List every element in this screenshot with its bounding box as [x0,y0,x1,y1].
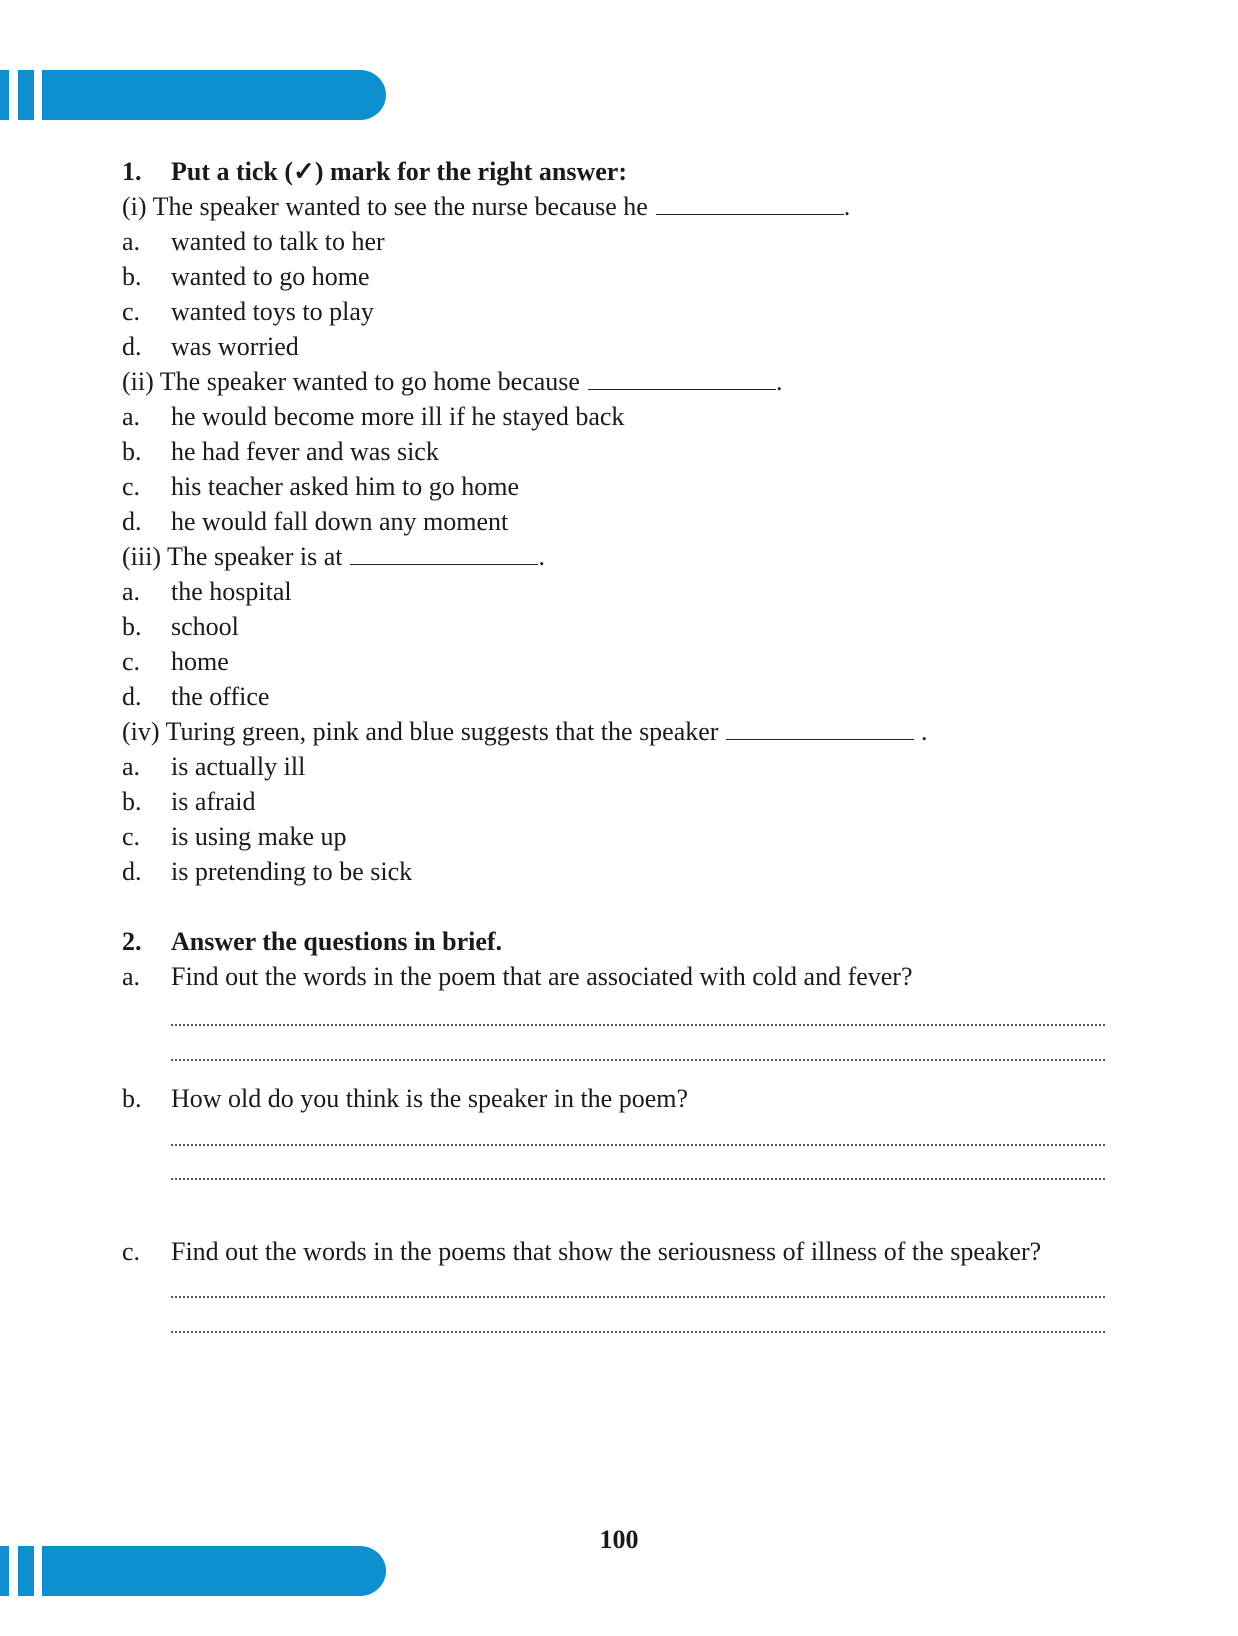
item-letter: b. [122,1084,142,1113]
answer-blank[interactable] [726,715,914,740]
option-text: school [171,612,239,641]
q1-item-stem: (i) The speaker wanted to see the nurse because he . [122,192,851,221]
option[interactable] [122,259,1122,294]
option[interactable] [122,574,1122,609]
answer-line[interactable] [171,1296,1105,1298]
option-letter: c. [122,647,141,676]
option-text: is actually ill [171,752,306,781]
answer-blank[interactable] [656,190,844,215]
option-text: is pretending to be sick [171,857,413,886]
q2-item [122,1081,1122,1116]
option[interactable] [122,784,1122,819]
option-text: was worried [171,332,299,361]
option-letter: d. [122,332,142,361]
option-text: he would become more ill if he stayed back [171,402,625,431]
banner-stripe [0,1546,9,1596]
q1-title: Put a tick (✓) mark for the right answer: [171,157,628,186]
option-letter: a. [122,577,141,606]
option-letter: b. [122,612,142,641]
q1-item-stem: (iv) Turing green, pink and blue suggests that the speaker . [122,717,928,746]
q2-heading [122,924,1122,959]
item-letter: a. [122,962,141,991]
option-letter: a. [122,752,141,781]
banner-stripe [18,70,34,120]
answer-blank[interactable] [588,365,776,390]
option-letter: d. [122,507,142,536]
item-text: Find out the words in the poem that are associated with cold and fever? [171,962,913,991]
item-text: Find out the words in the poems that show the seriousness of illness of the speaker? [171,1237,1042,1266]
q2-item [122,959,1122,994]
q1-heading [122,154,1122,189]
option[interactable] [122,609,1122,644]
option[interactable] [122,294,1122,329]
item-stem: The speaker wanted to see the nurse because he [152,192,648,221]
answer-blank[interactable] [350,540,538,565]
answer-line[interactable] [171,1331,1105,1333]
option-text: wanted to talk to her [171,227,385,256]
answer-line[interactable] [171,1059,1105,1061]
option-letter: b. [122,262,142,291]
item-number: (iii) [122,542,161,571]
q2-title: Answer the questions in brief. [171,927,503,956]
option-letter: c. [122,472,141,501]
spacer [122,889,1122,924]
item-number: (iv) [122,717,160,746]
item-stem: Turing green, pink and blue suggests that the speaker [165,717,719,746]
option[interactable] [122,399,1122,434]
answer-line[interactable] [171,1178,1105,1180]
item-letter: c. [122,1237,141,1266]
q1-number: 1. [122,157,142,186]
banner-stripe [18,1546,34,1596]
option[interactable] [122,469,1122,504]
option-letter: d. [122,857,142,886]
option-text: the office [171,682,270,711]
answer-line[interactable] [171,1024,1105,1026]
option-letter: b. [122,787,142,816]
option-text: he would fall down any moment [171,507,509,536]
banner-bar [42,1546,386,1596]
option[interactable] [122,644,1122,679]
option-text: wanted to go home [171,262,370,291]
option-letter: a. [122,227,141,256]
footer-banner [0,1546,386,1596]
option-text: he had fever and was sick [171,437,439,466]
option-text: home [171,647,229,676]
banner-bar [42,70,386,120]
option-letter: c. [122,297,141,326]
q2-number: 2. [122,927,142,956]
item-stem: The speaker is at [167,542,343,571]
option-letter: c. [122,822,141,851]
option[interactable] [122,749,1122,784]
banner-stripe [0,70,9,120]
option[interactable] [122,819,1122,854]
item-number: (i) [122,192,147,221]
option[interactable] [122,434,1122,469]
q1-item-stem: (iii) The speaker is at . [122,542,545,571]
header-banner [0,70,386,120]
q1-item-stem: (ii) The speaker wanted to go home because . [122,367,783,396]
q2-item [122,1234,1122,1269]
option-text: his teacher asked him to go home [171,472,520,501]
option-letter: a. [122,402,141,431]
page-number: 100 [599,1525,639,1554]
option[interactable] [122,679,1122,714]
option[interactable] [122,504,1122,539]
option-text: the hospital [171,577,292,606]
item-stem: The speaker wanted to go home because [159,367,580,396]
option-text: is using make up [171,822,347,851]
option[interactable] [122,854,1122,889]
option[interactable] [122,224,1122,259]
option-text: wanted toys to play [171,297,374,326]
option-letter: b. [122,437,142,466]
answer-line[interactable] [171,1144,1105,1146]
item-text: How old do you think is the speaker in the poem? [171,1084,689,1113]
option-text: is afraid [171,787,256,816]
worksheet [122,154,1122,1339]
item-number: (ii) [122,367,154,396]
option-letter: d. [122,682,142,711]
option[interactable] [122,329,1122,364]
